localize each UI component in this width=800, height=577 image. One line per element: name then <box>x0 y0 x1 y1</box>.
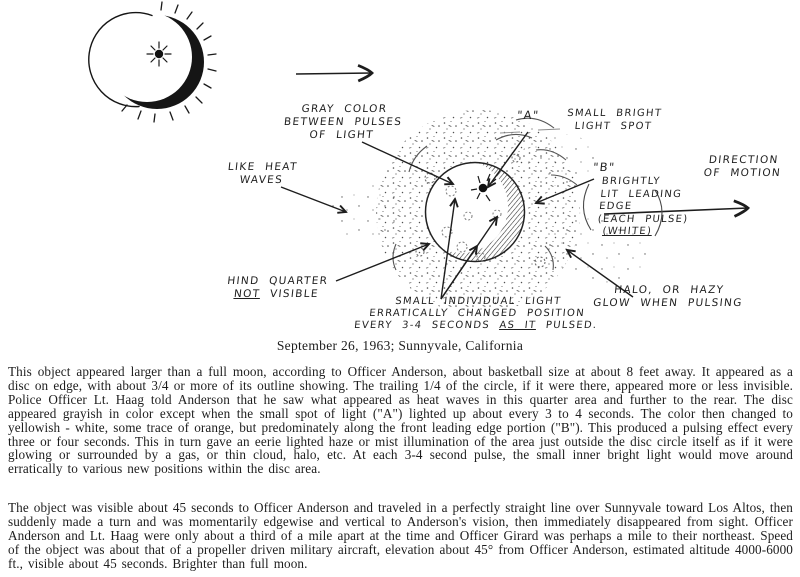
moon-inner-light-dot <box>147 42 171 66</box>
label-gray-color: GRAY COLOR BETWEEN PULSES OF LIGHT <box>283 103 403 141</box>
body-paragraph-1: This object appeared larger than a full moon, according to Officer Anderson, about basketball size at about 8 feet away. It appeared as a disc on edge, with about 3/4 or more of its outline showing. The trailing 1/4 of the circle, if it were there, appeared more or less invisible. Police Officer Lt. Haag told Anderson that he saw what appeared as heat waves in this quarter area and further to the rear. The disc appeared grayish in color except when the small spot of light ("A") lighted up about every 3 to 4 seconds. The color then changed to yellowish - white, some trace of orange, but predominately along the front leading edge portion ("B"). This produced a pulsing effect every three or four seconds. This in turn gave an eerie lighted haze or mist illumination of the area just outside the disc circle itself as if it were glowing or surrounded by a gas, or thin cloud, halo, etc. At each 3-4 second pulse, the small inner bright light would move around erratically to various new positions within the disc area. <box>8 364 793 477</box>
figure-caption: September 26, 1963; Sunnyvale, California <box>276 338 524 353</box>
label-small-bright-light: SMALL BRIGHT LIGHT SPOT <box>566 108 663 132</box>
label-like-heat-waves: LIKE HEAT WAVES <box>227 161 299 186</box>
label-hind-quarter: HIND QUARTER NOT VISIBLE <box>226 275 329 300</box>
crescent-moon-drawing <box>89 2 216 122</box>
label-brightly-lit-edge: BRIGHTLY LIT LEADING EDGE (EACH PULSE) (WHITE) <box>597 176 689 237</box>
label-marker-b: "B" <box>592 160 617 174</box>
label-small-individual-light: SMALL INDIVIDUAL LIGHT ERRATICALLY CHANGED POSITION EVERY 3-4 SECONDS AS IT PULSED. <box>353 296 598 331</box>
label-marker-a: "A" <box>516 108 541 122</box>
label-direction-of-motion: DIRECTION OF MOTION <box>703 154 782 179</box>
body-paragraph-2: The object was visible about 45 seconds to Officer Anderson and traveled in a perfectly straight line over Sunnyvale toward Los Altos, then suddenly made a turn and was momentarily edgewise and vertical to Anderson's vision, then immediately disappeared from sight. Officer Anderson and Lt. Haag were only about a third of a mile apart at the time and Officer Girard was perhaps a mile to their northeast. Speed of the object was about that of a propeller driven military aircraft, elevation about 45° from Officer Anderson, estimated altitude 4000-6000 ft., visible about 45 seconds. Brighter than full moon. <box>8 500 793 571</box>
label-halo-glow: HALO, OR HAZY GLOW WHEN PULSING <box>592 284 744 309</box>
travel-arrow <box>296 73 372 74</box>
